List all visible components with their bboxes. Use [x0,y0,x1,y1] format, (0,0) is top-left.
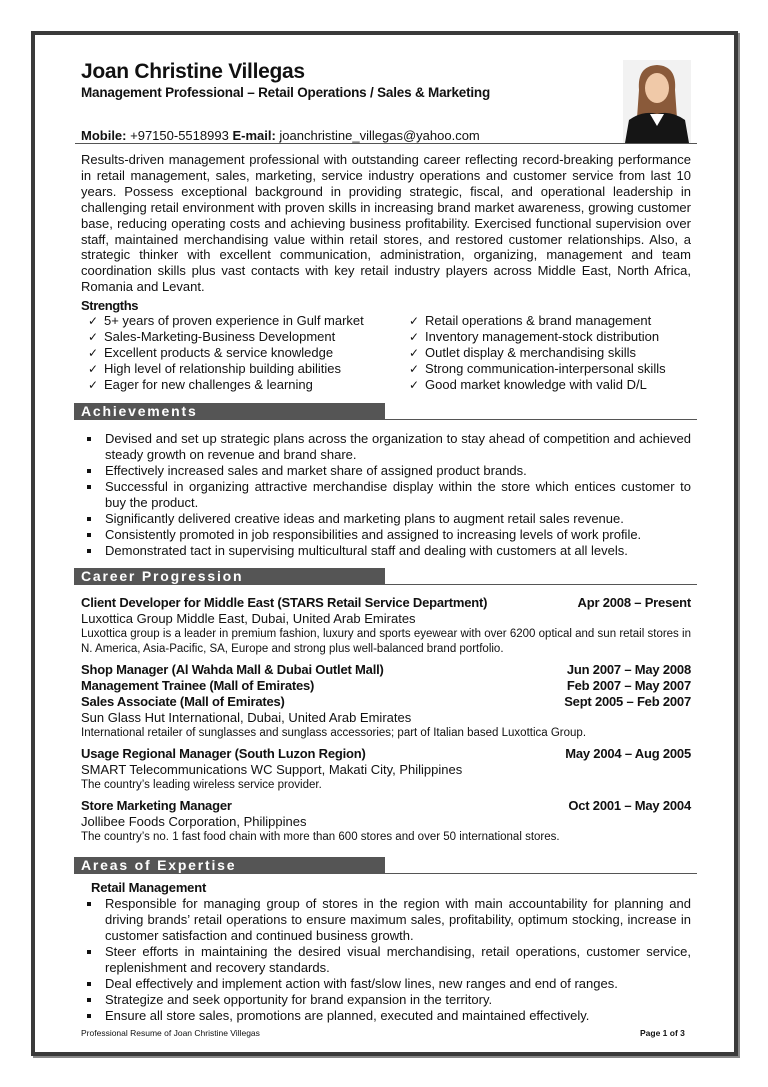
job-entry [81,798,691,845]
section-header-career: Career Progression [74,568,385,585]
expertise-item: Deal effectively and implement action with fast/slow lines, new ranges and end of ranges. [87,976,691,992]
job-description: The country’s leading wireless service provider. [81,779,322,791]
check-icon: ✓ [409,362,420,376]
strength-item: ✓ Sales-Marketing-Business Development [88,329,336,344]
strength-item: ✓ 5+ years of proven experience in Gulf market [88,313,364,328]
strength-item: ✓ Strong communication-interpersonal skills [409,361,666,376]
job-dates: Apr 2008 – Present [577,595,691,610]
bullet-icon [87,469,91,473]
expertise-item: Responsible for managing group of stores in the region with main accountability for planning and driving brands’ retail operations to ensure maximum sales, profitability, optimum stocking, increase in customer satisfaction and continued business growth. [87,896,691,944]
strength-item: ✓ Retail operations & brand management [409,313,652,328]
bullet-icon [87,998,91,1002]
bullet-icon [87,533,91,537]
achievement-item: Significantly delivered creative ideas and marketing plans to augment retail sales revenue. [87,511,691,527]
achievements-list [87,431,691,559]
bullet-icon [87,549,91,553]
job-description: The country’s no. 1 fast food chain with more than 600 stores and over 50 international stores. [81,831,560,843]
job-company: SMART Telecommunications WC Support, Makati City, Philippines [81,762,463,777]
candidate-subtitle: Management Professional – Retail Operations / Sales & Marketing [81,85,491,100]
bullet-icon [87,437,91,441]
job-title: Store Marketing Manager [81,798,232,813]
bullet-icon [87,1014,91,1018]
job-dates: Feb 2007 – May 2007 [566,678,691,693]
check-icon: ✓ [88,378,99,392]
job-company: Jollibee Foods Corporation, Philippines [81,814,307,829]
strengths-left-list [88,313,364,393]
career-list [81,595,691,850]
job-title: Usage Regional Manager (South Luzon Region) [81,746,366,761]
achievement-item: Successful in organizing attractive merchandise display within the store which entices customer to buy the product. [87,479,691,511]
bullet-icon [87,517,91,521]
summary-paragraph: Results-driven management professional with outstanding career reflecting record-breaking performance in retail management, sales, marketing, service industry operations and customer service from last 10 years. Possess exceptional background in providing strategic, fiscal, and operational leadership in challenging retail environment with proven skills in increasing brand market awareness, growing customer base, reducing operating costs and achieving business profitability. Exercised functional supervision over staff, maintained merchandising value within retail stores, and restored customer relationships. Also, a strategic thinker with excellent communication, administration, organizing, management and team coordination skills plus vast contacts with key retail industry players across Middle East, North Africa, Romania and Levant. [81,152,691,295]
job-dates: May 2004 – Aug 2005 [565,746,691,761]
achievement-item: Demonstrated tact in supervising multicultural staff and dealing with customers at all levels. [87,543,691,559]
bullet-icon [87,950,91,954]
job-dates: Oct 2001 – May 2004 [568,798,691,813]
job-title: Client Developer for Middle East (STARS Retail Service Department) [81,595,488,610]
header-divider [75,143,697,144]
profile-photo [623,60,691,143]
job-entry [81,746,691,793]
achievement-item: Consistently promoted in job responsibilities and assigned to increasing levels of work profile. [87,527,691,543]
section-divider [75,584,697,585]
contact-line [81,128,480,143]
check-icon: ✓ [409,346,420,360]
check-icon: ✓ [88,330,99,344]
expertise-subheading: Retail Management [91,880,207,895]
job-dates: Sept 2005 – Feb 2007 [564,694,691,709]
check-icon: ✓ [88,346,99,360]
strength-item: ✓ Eager for new challenges & learning [88,377,313,392]
strength-item: ✓ Inventory management-stock distribution [409,329,660,344]
job-title: Sales Associate (Mall of Emirates) [81,694,285,709]
bullet-icon [87,902,91,906]
expertise-item: Ensure all store sales, promotions are planned, executed and maintained effectively. [87,1008,691,1024]
mobile-number: +97150-5518993 [130,128,229,143]
expertise-list [87,896,691,1024]
section-header-expertise: Areas of Expertise [74,857,385,874]
strengths-heading: Strengths [81,298,139,313]
job-title: Management Trainee (Mall of Emirates) [81,678,315,693]
expertise-item: Steer efforts in maintaining the desired visual merchandising, retail operations, customer service, replenishment and recovery standards. [87,944,691,976]
bullet-icon [87,982,91,986]
strength-item: ✓ Excellent products & service knowledge [88,345,334,360]
check-icon: ✓ [409,378,420,392]
strength-item: ✓ High level of relationship building abilities [88,361,342,376]
mobile-label: Mobile: [81,128,127,143]
check-icon: ✓ [409,314,420,328]
job-company: Luxottica Group Middle East, Dubai, United Arab Emirates [81,611,416,626]
section-divider [75,873,697,874]
check-icon: ✓ [409,330,420,344]
expertise-item: Strategize and seek opportunity for brand expansion in the territory. [87,992,691,1008]
job-entry [81,662,691,741]
footer-title: Professional Resume of Joan Christine Villegas [81,1028,260,1038]
job-entry [81,595,691,657]
strength-item: ✓ Good market knowledge with valid D/L [409,377,647,392]
check-icon: ✓ [88,314,99,328]
page-number: Page 1 of 3 [640,1028,685,1038]
job-description: Luxottica group is a leader in premium fashion, luxury and sports eyewear with over 6200 optical and sun retail stores in N. America, Asia-Pacific, SA, Europe and strong plus well-balanced brand portfolio. [81,628,691,655]
job-dates: Jun 2007 – May 2008 [566,662,691,677]
candidate-name: Joan Christine Villegas [81,60,305,83]
bullet-icon [87,485,91,489]
check-icon: ✓ [88,362,99,376]
job-title: Shop Manager (Al Wahda Mall & Dubai Outlet Mall) [81,662,384,677]
section-header-achievements: Achievements [74,403,385,420]
email-address[interactable]: joanchristine_villegas@yahoo.com [279,128,480,143]
email-label: E-mail: [232,128,276,143]
strength-item: ✓ Outlet display & merchandising skills [409,345,636,360]
job-description: International retailer of sunglasses and sunglass accessories; part of Italian based Luxottica Group. [81,727,587,739]
achievement-item: Effectively increased sales and market share of assigned product brands. [87,463,691,479]
strengths-right-list [409,313,666,393]
achievement-item: Devised and set up strategic plans across the organization to stay ahead of competition and achieved steady growth on revenue and brand share. [87,431,691,463]
job-company: Sun Glass Hut International, Dubai, United Arab Emirates [81,710,412,725]
section-divider [75,419,697,420]
